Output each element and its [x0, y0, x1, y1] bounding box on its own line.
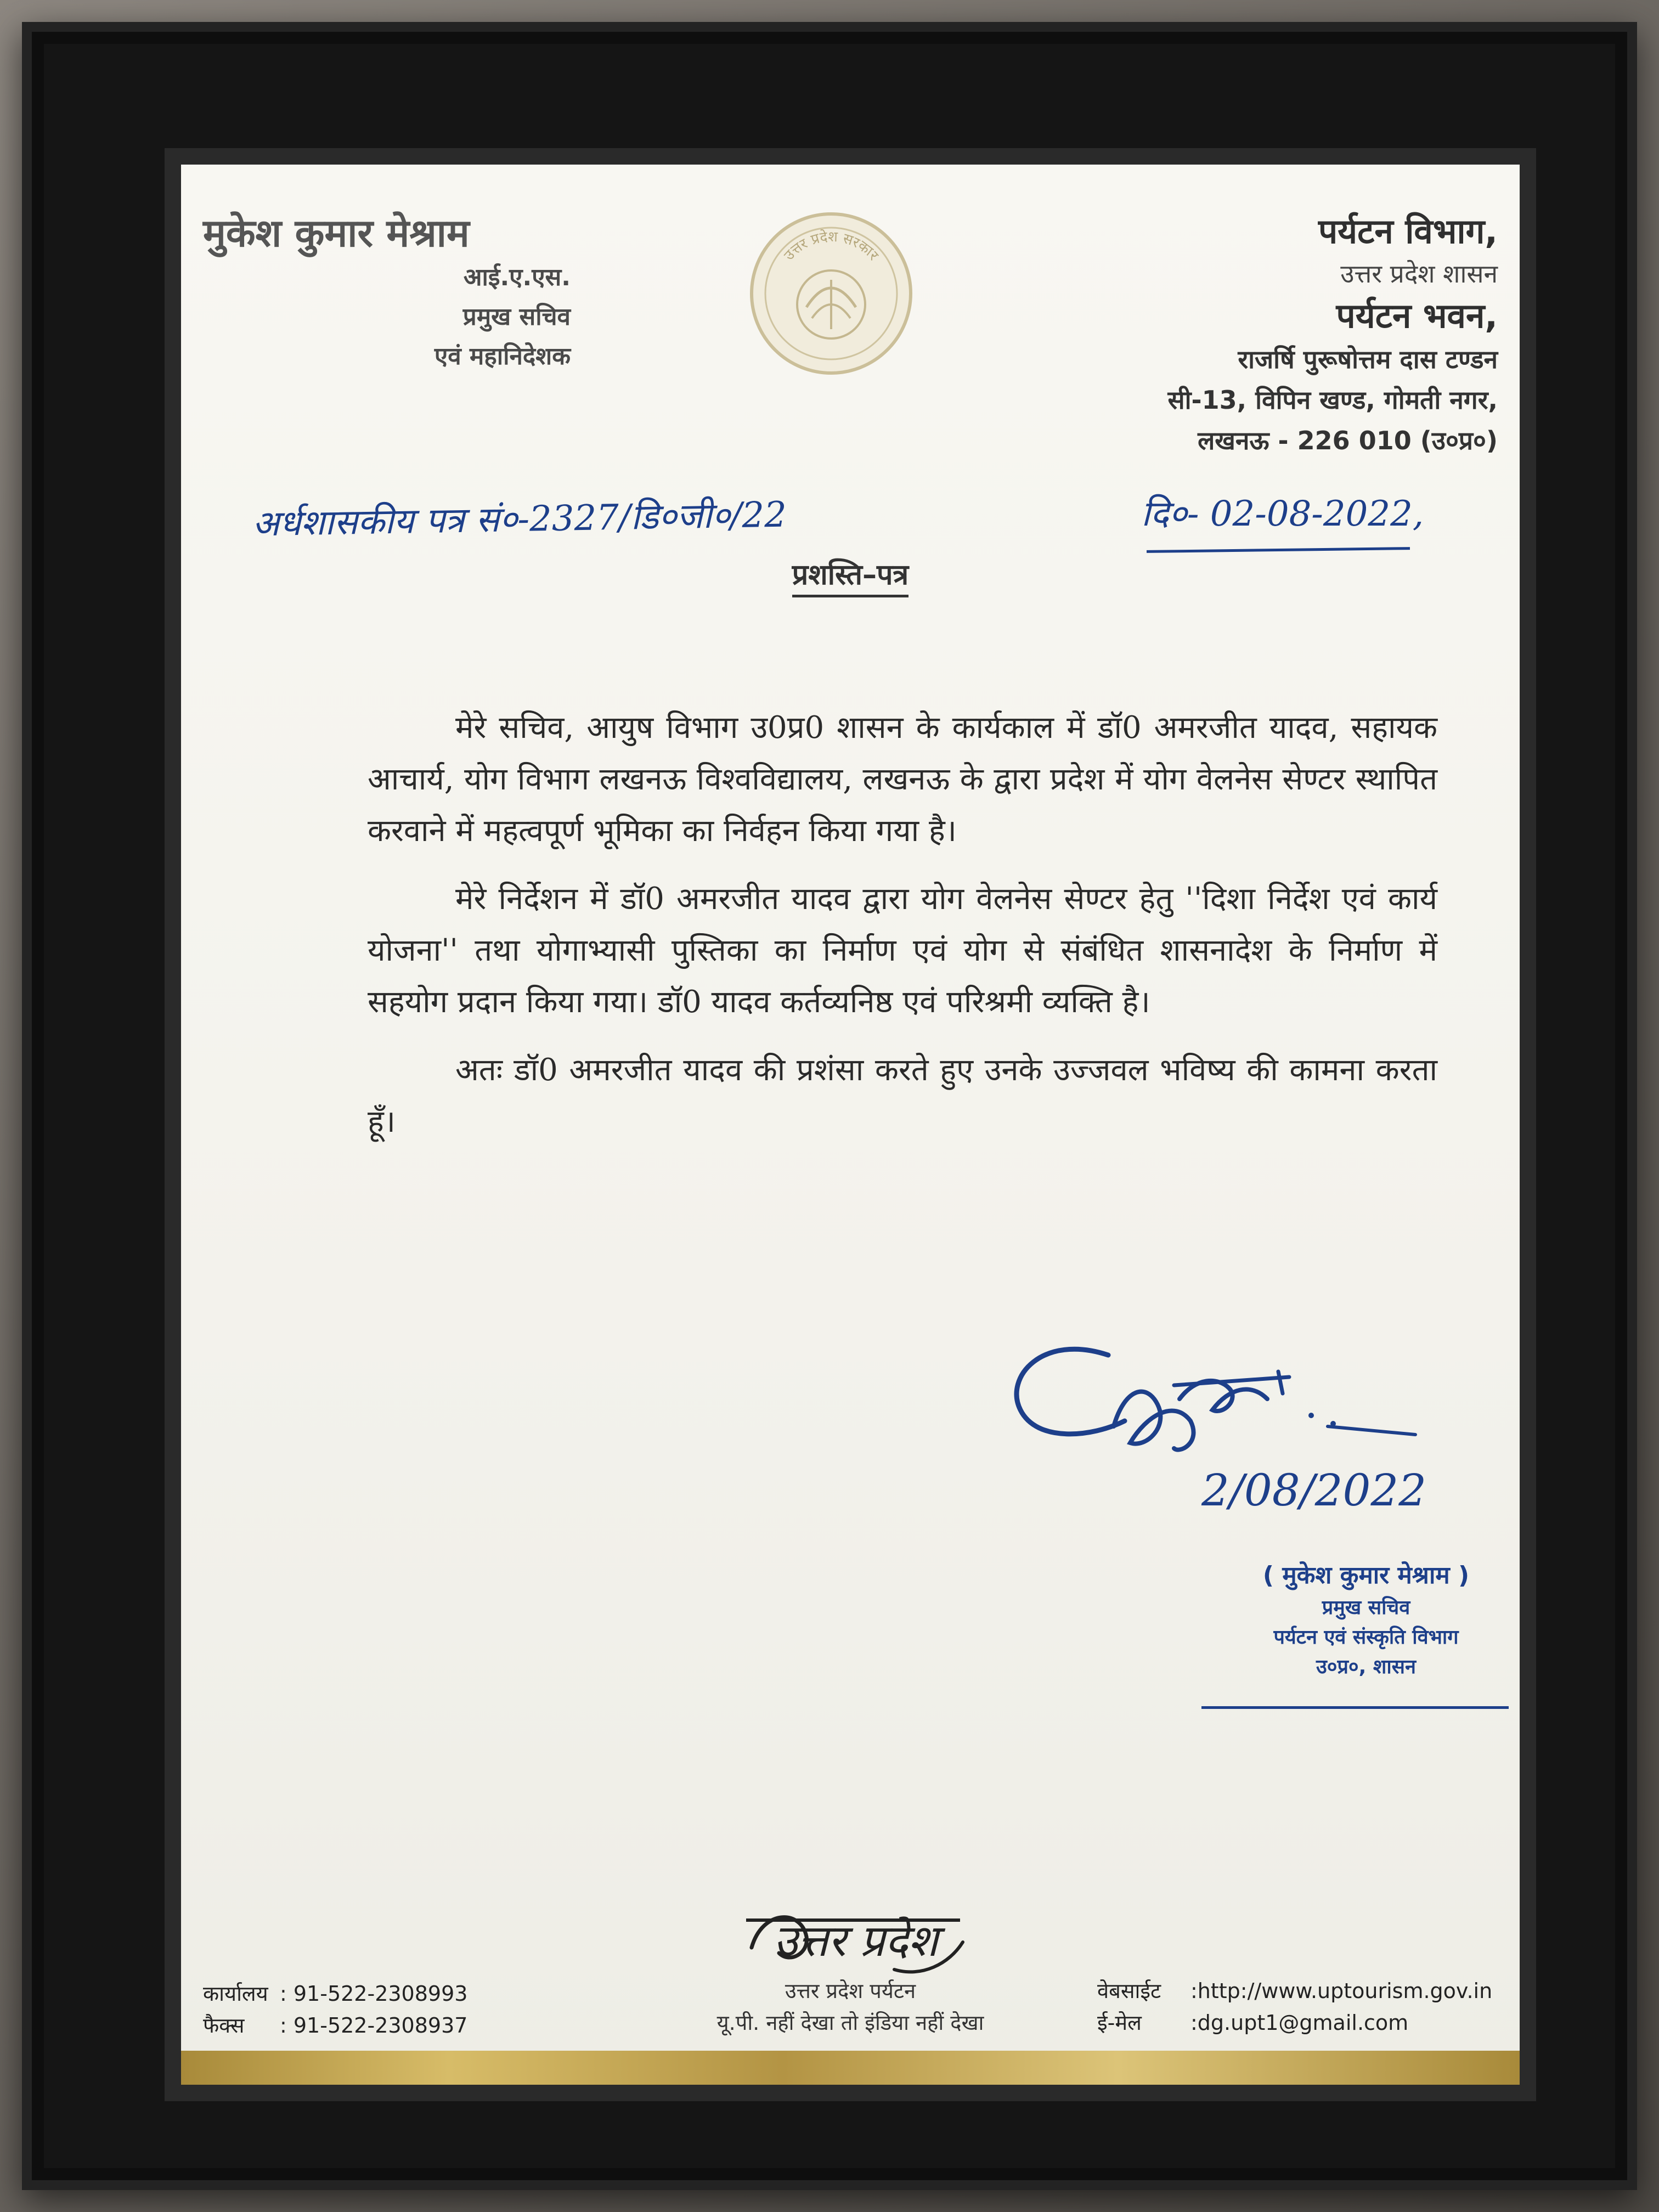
tourism-label: उत्तर प्रदेश पर्यटन [785, 1979, 916, 2003]
signature-date: 2/08/2022 [1201, 1465, 1427, 1516]
seal-text: उत्तर प्रदेश सरकार [781, 228, 882, 264]
department-address-block [1004, 208, 1498, 461]
body-paragraph-3: अतः डॉ0 अमरजीत यादव की प्रशंसा करते हुए उनके उज्जवल भविष्य की कामना करता हूँ। [368, 1052, 1437, 1139]
website-link: :http://www.uptourism.gov.in [1190, 1979, 1493, 2003]
title-text: प्रशस्ति–पत्र [792, 558, 909, 597]
uttar-pradesh-logo [741, 1887, 971, 1980]
document-title [181, 554, 1520, 593]
sender-name: मुकेश कुमार मेश्राम [203, 211, 470, 256]
signatory-name: ( मुकेश कुमार मेश्राम ) [1262, 1561, 1470, 1589]
certificate-paper [181, 165, 1520, 2085]
address-line-3: लखनऊ - 226 010 (उ०प्र०) [1198, 426, 1498, 455]
sender-block [203, 208, 587, 376]
department-name: पर्यटन विभाग, [1318, 211, 1498, 251]
website-label: वेबसाईट [1097, 1979, 1161, 2003]
signatory-stamp [1174, 1558, 1520, 1682]
handwritten-reference-number: अर्धशासकीय पत्र सं०-2327/डि०जी०/22 [252, 494, 787, 545]
gold-border-band [181, 2051, 1520, 2085]
building-name: पर्यटन भवन, [1336, 296, 1498, 336]
signatory-role-3: उ०प्र०, शासन [1316, 1656, 1416, 1678]
email-address: :dg.upt1@gmail.com [1190, 2011, 1409, 2035]
handwritten-date: दि०- 02-08-2022, [1141, 494, 1424, 534]
up-government-seal-icon [746, 208, 916, 379]
address-line-1: राजर्षि पुरूषोत्तम दास टण्डन [1238, 345, 1498, 374]
date-underline [1147, 547, 1410, 553]
sender-qualification: आई.ए.एस. [463, 263, 571, 291]
body-paragraph-1: मेरे सचिव, आयुष विभाग उ0प्र0 शासन के कार्यकाल में डॉ0 अमरजीत यादव, सहायक आचार्य, योग विभाग लखनऊ विश्वविद्यालय, लखनऊ के द्वारा प्रदेश में योग वेलनेस सेण्टर स्थापित करवाने में महत्वपूर्ण भूमिका का निर्वहन किया गया है। [368, 710, 1437, 849]
office-label: कार्यालय [203, 1982, 268, 2006]
office-phone: : 91-522-2308993 [280, 1982, 468, 2006]
certificate-body [368, 702, 1437, 1164]
sender-designation: प्रमुख सचिव [462, 303, 571, 331]
signature-underline [1201, 1706, 1509, 1709]
tourism-tagline: यू.पी. नहीं देखा तो इंडिया नहीं देखा [716, 2011, 984, 2035]
signatory-role-1: प्रमुख सचिव [1322, 1596, 1410, 1619]
contact-phones [203, 1978, 467, 2041]
address-line-2: सी-13, विपिन खण्ड, गोमती नगर, [1167, 385, 1498, 415]
contact-web [1097, 1975, 1492, 2039]
email-label: ई-मेल [1097, 2011, 1142, 2035]
tourism-tagline-block [609, 1975, 1092, 2039]
fax-phone: : 91-522-2308937 [280, 2013, 468, 2038]
government-name: उत्तर प्रदेश शासन [1340, 259, 1498, 289]
fax-label: फैक्स [203, 2013, 245, 2038]
signatory-role-2: पर्यटन एवं संस्कृति विभाग [1273, 1626, 1459, 1649]
logo-text: उत्तर प्रदेश [774, 1915, 938, 1966]
sender-designation-2: एवं महानिदेशक [434, 342, 571, 370]
body-paragraph-2: मेरे निर्देशन में डॉ0 अमरजीत यादव द्वारा योग वेलनेस सेण्टर हेतु ''दिशा निर्देश एवं कार्य योजना'' तथा योगाभ्यासी पुस्तिका का निर्माण एवं योग से संबंधित शासनादेश के निर्माण में सहयोग प्रदान किया गया। डॉ0 यादव कर्तव्यनिष्ठ एवं परिश्रमी व्यक्ति है। [368, 881, 1437, 1020]
